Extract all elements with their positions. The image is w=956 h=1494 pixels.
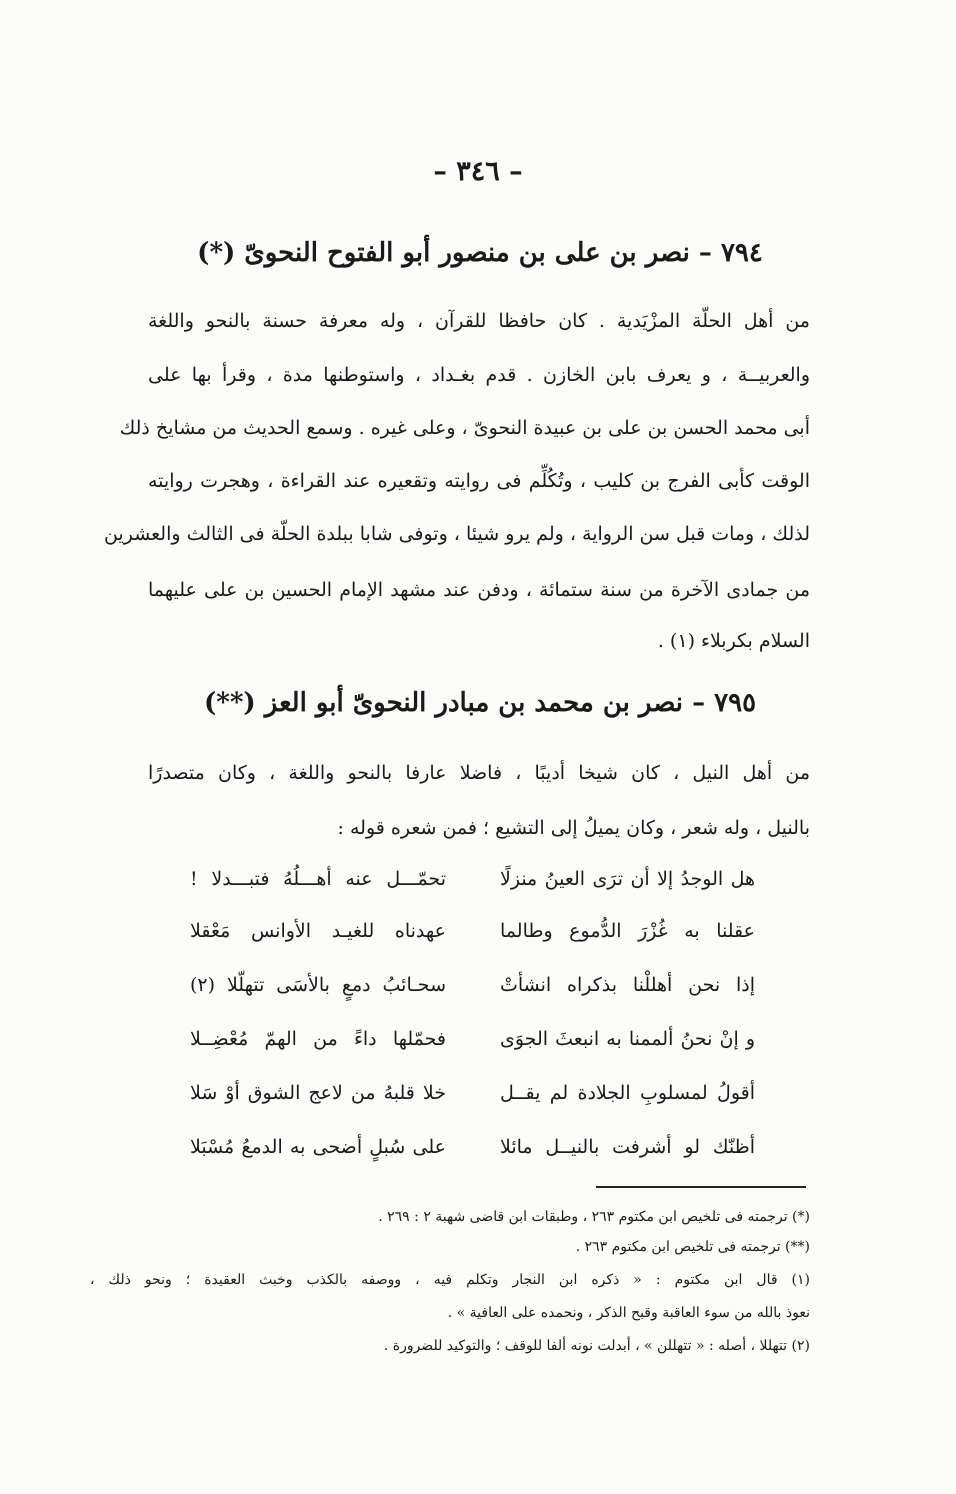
body-line: من جمادى الآخرة من سنة ستمائة ، ودفن عند مشهد الإمام الحسين بن على عليهما [148, 579, 810, 601]
verse-first-hemistich: أظنّك لو أشرفت بالنيــل مائلا [500, 1136, 755, 1158]
footnote: (٢) تتهللا ، أصله : « تتهللن » ، أبدلت نونه ألفا للوقف ؛ والتوكيد للضرورة . [383, 1338, 810, 1354]
verse-first-hemistich: عقلنا به غُزْرَ الدُّموع وطالما [500, 920, 755, 942]
verse-second-hemistich: عهدناه للغيـد الأوانس مَعْقلا [190, 920, 446, 942]
verse-first-hemistich: هل الوجدُ إلا أن ترَى العينُ منزلًا [500, 868, 755, 890]
body-line: والعربيــة ، و يعرف بابن الخازن . قدم بغـداد ، واستوطنها مدة ، وقرأ بها على [148, 364, 810, 386]
footnote: (*) ترجمته فى تلخيص ابن مكتوم ٢٦٣ ، وطبقات ابن قاضى شهبة ٢ : ٢٦٩ . [378, 1209, 810, 1225]
verse-first-hemistich: أقولُ لمسلوبِ الجلادة لم يقــل [500, 1082, 755, 1104]
footnote: (**) ترجمته فى تلخيص ابن مكتوم ٢٦٣ . [575, 1239, 810, 1255]
footnote: (١) قال ابن مكتوم : « ذكره ابن النجار وتكلم فيه ، ووصفه بالكذب وخبث العقيدة ؛ ونحو ذلك ، [90, 1272, 810, 1288]
verse-second-hemistich: سحـائبُ دمعٍ بالأسَى تتهلّلا (٢) [190, 974, 446, 996]
body-line: من أهل الحلّة المزْيَدية . كان حافظا للقرآن ، وله معرفة حسنة بالنحو واللغة [148, 310, 810, 332]
verse-second-hemistich: على سُبلٍ أضحى به الدمعُ مُسْبَلا [190, 1136, 446, 1158]
body-line: الوقت كأبى الفرج بن كليب ، وتُكُلِّم فى روايته وتقعيره عند القراءة ، وهجرت روايته [148, 470, 810, 492]
body-line: بالنيل ، وله شعر ، وكان يميلُ إلى التشيع ؛ فمن شعره قوله : [337, 817, 810, 839]
body-line: السلام بكربلاء (١) . [657, 630, 810, 652]
verse-second-hemistich: خلا قلبهُ من لاعج الشوق أوْ سَلا [190, 1082, 446, 1104]
footnote: نعوذ بالله من سوء العاقبة وقبح الذكر ، ونحمده على العافية » . [447, 1305, 810, 1321]
entry-heading: ٧٩٥ – نصر بن محمد بن مبادر النحوىّ أبو العز (**) [203, 688, 757, 718]
body-line: لذلك ، ومات قبل سن الرواية ، ولم يرو شيئا ، وتوفى شابا ببلدة الحلّة فى الثالث والعشرين [103, 523, 810, 545]
footnote-separator [596, 1186, 806, 1188]
verse-first-hemistich: إذا نحن أهللْنا بذكراه انشأتْ [500, 974, 755, 996]
page-number: – ٣٤٦ – [433, 156, 523, 187]
entry-heading: ٧٩٤ – نصر بن على بن منصور أبو الفتوح النحوىّ (*) [197, 238, 763, 268]
body-line: من أهل النيل ، كان شيخا أديبًا ، فاضلا عارفا بالنحو واللغة ، وكان متصدرًا [148, 762, 810, 784]
verse-second-hemistich: تحمّـــل عنه أهـــلُهُ فتبـــدلا ! [190, 868, 446, 890]
verse-first-hemistich: و إنْ نحنُ ألممنا به انبعثَ الجوَى [500, 1028, 755, 1050]
verse-second-hemistich: فحمّلها داءً من الهمّ مُعْضِــلا [190, 1028, 446, 1050]
body-line: أبى محمد الحسن بن على بن عبيدة النحوىّ ، وعلى غيره . وسمع الحديث من مشايخ ذلك [119, 417, 810, 439]
